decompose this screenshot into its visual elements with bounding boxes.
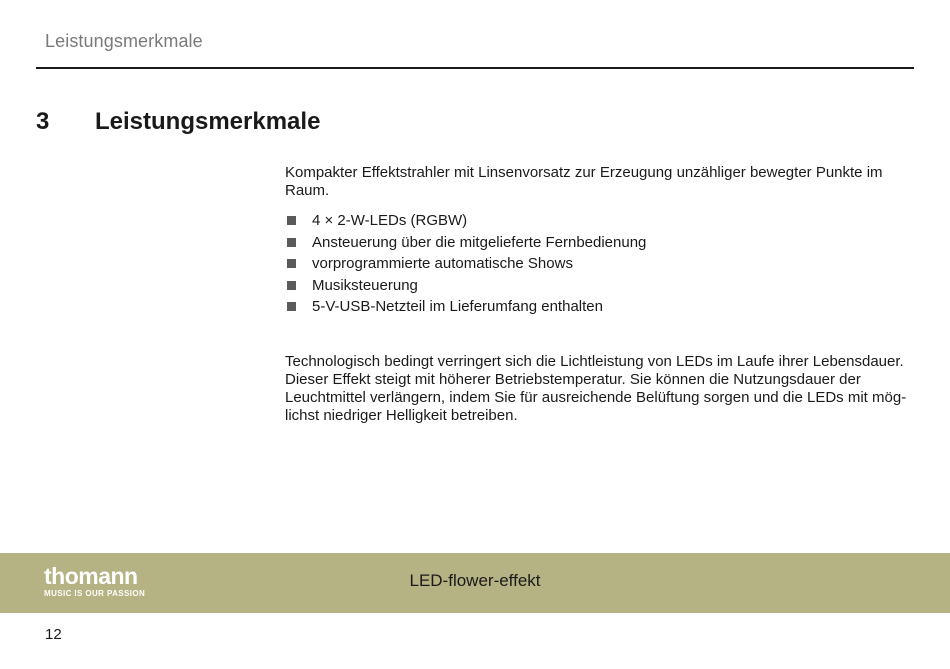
- intro-paragraph: Kompakter Effektstrahler mit Linsenvorsatz zur Erzeugung unzähliger bewegter Punkte im Raum.: [285, 164, 883, 199]
- feature-list-item: [285, 275, 911, 297]
- logo-tagline: MUSIC IS OUR PASSION: [44, 589, 146, 598]
- feature-list-item: [285, 232, 911, 254]
- chapter-title: Leistungsmerkmale: [95, 108, 321, 135]
- square-bullet-icon: [287, 259, 296, 268]
- feature-text: 5-V-USB-Netzteil im Lieferumfang enthalten: [312, 298, 603, 315]
- running-header: Leistungsmerkmale: [45, 31, 203, 51]
- chapter-content: [285, 164, 911, 425]
- square-bullet-icon: [287, 216, 296, 225]
- footer-band: [0, 553, 950, 613]
- feature-text: 4 × 2-W-LEDs (RGBW): [312, 212, 468, 229]
- feature-text: vorprogrammierte automatische Shows: [312, 255, 573, 272]
- logo-wordmark: thomann: [44, 563, 138, 589]
- feature-list-item: [285, 253, 911, 275]
- page-number: 12: [45, 626, 62, 643]
- feature-list: [285, 210, 911, 318]
- chapter-number: 3: [36, 108, 50, 135]
- header-rule: [36, 67, 914, 69]
- square-bullet-icon: [287, 281, 296, 290]
- feature-list-item: [285, 296, 911, 318]
- square-bullet-icon: [287, 238, 296, 247]
- product-name: LED-flower-effekt: [409, 571, 541, 590]
- feature-text: Musiksteuerung: [312, 276, 418, 294]
- chapter-heading: [36, 108, 320, 136]
- feature-text: Ansteuerung über die mitgelieferte Fernbedienung: [312, 233, 647, 251]
- led-lifetime-note: Technologisch bedingt verringert sich die Lichtleistung von LEDs im Laufe ihrer Lebensdauer. Dieser Effekt steigt mit höherer Betriebstemperatur. Sie können die Nutzungsdauer der Leuchtmittel verlängern, indem Sie für ausreichende Belüftung sorgen und die LEDs mit möglichst niedriger Helligkeit betreiben.: [285, 352, 907, 424]
- square-bullet-icon: [287, 302, 296, 311]
- feature-list-item: [285, 210, 911, 232]
